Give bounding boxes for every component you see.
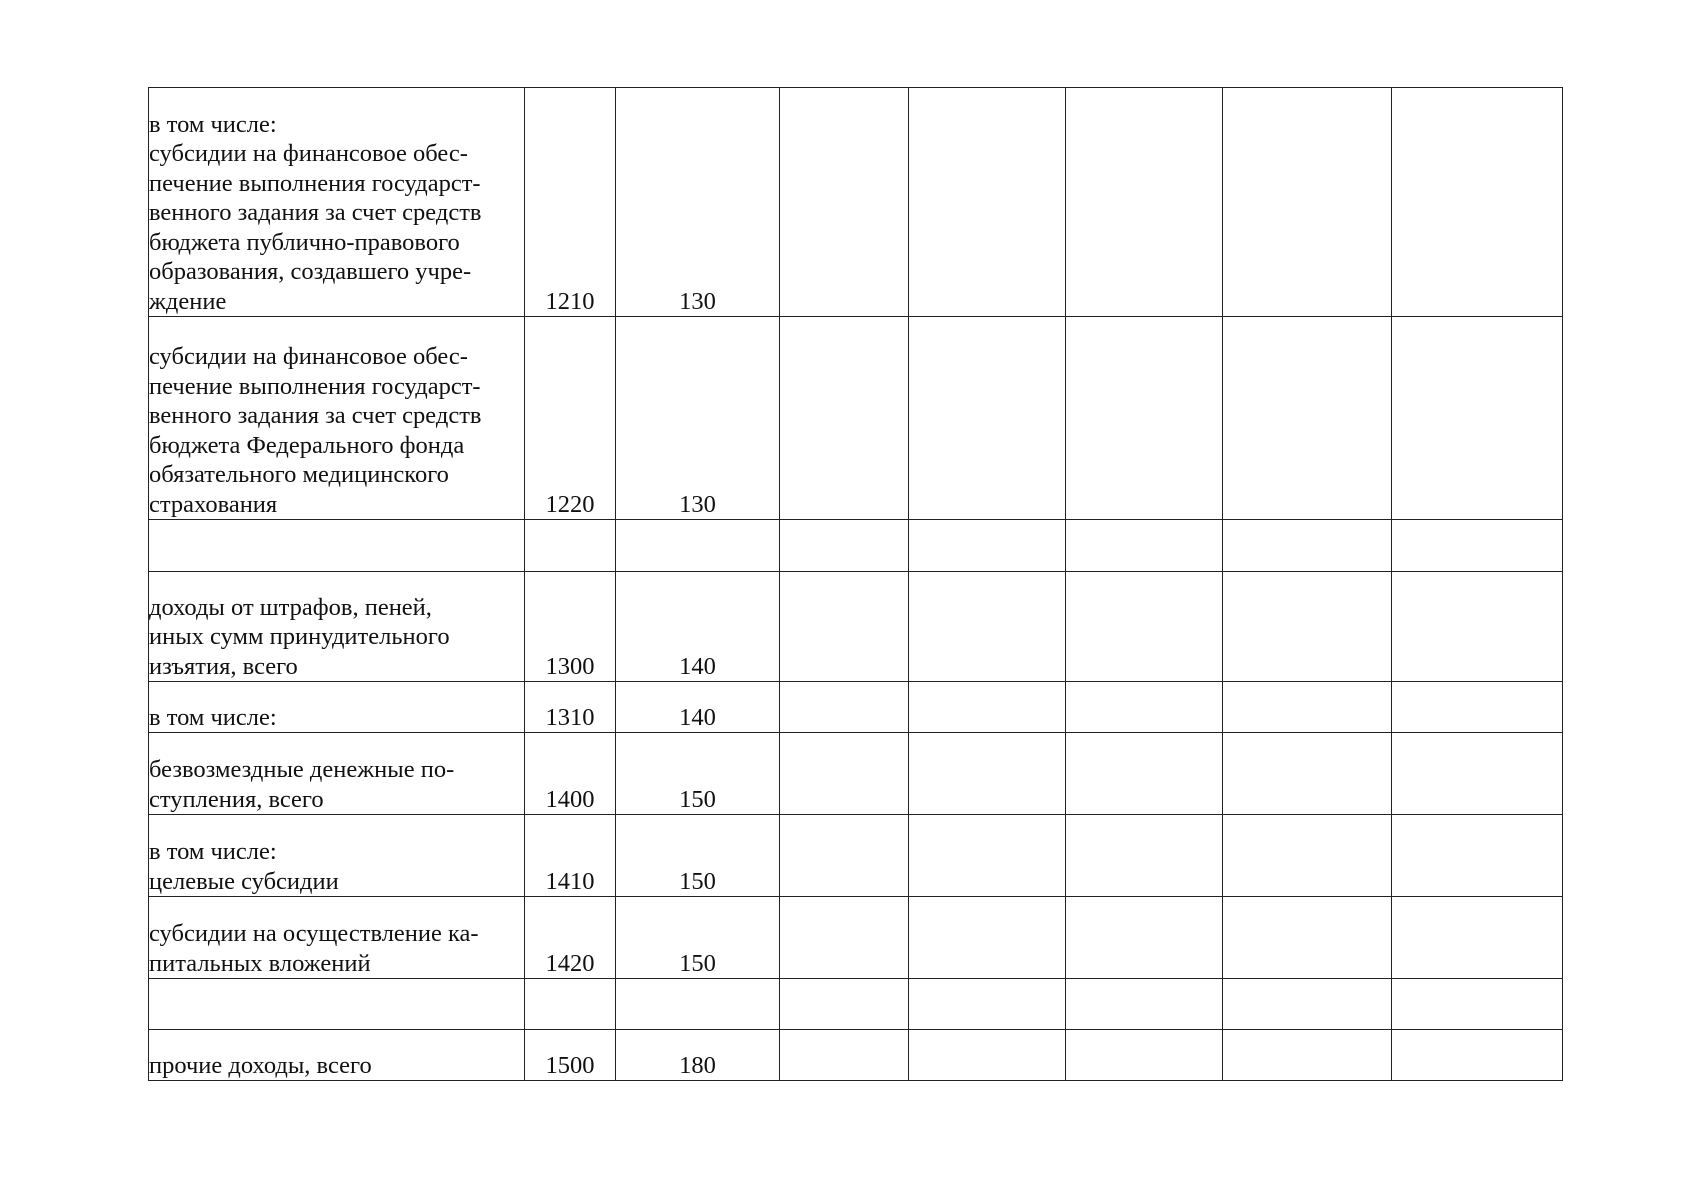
value-cell	[909, 1030, 1066, 1081]
table-row	[149, 1030, 1563, 1081]
value-cell	[780, 815, 909, 897]
row-name	[149, 520, 525, 572]
value-cell	[1223, 979, 1392, 1030]
value-cell	[1066, 979, 1223, 1030]
row-code: 1420	[525, 897, 616, 979]
table-row	[149, 979, 1563, 1030]
row-name: доходы от штрафов, пеней, иных сумм принудительного изъятия, всего	[149, 572, 525, 682]
value-cell	[780, 520, 909, 572]
value-cell	[1392, 1030, 1563, 1081]
value-cell	[1066, 88, 1223, 317]
value-cell	[909, 520, 1066, 572]
row-name: в том числе: субсидии на финансовое обес- печение выполнения государст- венного задания за счет средств бюджета публично-правового образования, создавшего учре- ждение	[149, 88, 525, 317]
value-cell	[780, 897, 909, 979]
row-name: безвозмездные денежные по- ступления, всего	[149, 733, 525, 815]
value-cell	[909, 733, 1066, 815]
value-cell	[780, 1030, 909, 1081]
value-cell	[1392, 733, 1563, 815]
row-code: 1300	[525, 572, 616, 682]
row-kosgu: 140	[616, 572, 780, 682]
value-cell	[1066, 520, 1223, 572]
table-row	[149, 733, 1563, 815]
value-cell	[1392, 317, 1563, 520]
row-code	[525, 979, 616, 1030]
row-name: прочие доходы, всего	[149, 1030, 525, 1081]
value-cell	[1223, 682, 1392, 733]
row-kosgu	[616, 979, 780, 1030]
value-cell	[1392, 815, 1563, 897]
table-row	[149, 815, 1563, 897]
value-cell	[1223, 815, 1392, 897]
table-row	[149, 88, 1563, 317]
value-cell	[1066, 733, 1223, 815]
row-code: 1220	[525, 317, 616, 520]
row-code: 1310	[525, 682, 616, 733]
value-cell	[780, 979, 909, 1030]
value-cell	[909, 979, 1066, 1030]
value-cell	[909, 815, 1066, 897]
value-cell	[780, 733, 909, 815]
value-cell	[1392, 897, 1563, 979]
table-row	[149, 682, 1563, 733]
row-kosgu: 150	[616, 733, 780, 815]
row-code: 1410	[525, 815, 616, 897]
budget-table	[148, 87, 1563, 1081]
value-cell	[1392, 572, 1563, 682]
row-kosgu: 150	[616, 815, 780, 897]
row-kosgu: 140	[616, 682, 780, 733]
row-kosgu	[616, 520, 780, 572]
value-cell	[780, 88, 909, 317]
row-name: в том числе: целевые субсидии	[149, 815, 525, 897]
value-cell	[1392, 682, 1563, 733]
value-cell	[780, 317, 909, 520]
value-cell	[1066, 682, 1223, 733]
row-name: субсидии на осуществление ка- питальных вложений	[149, 897, 525, 979]
row-name: субсидии на финансовое обес- печение выполнения государст- венного задания за счет средств бюджета Федерального фонда обязательного медицинского страхования	[149, 317, 525, 520]
row-name	[149, 979, 525, 1030]
value-cell	[780, 682, 909, 733]
row-code: 1210	[525, 88, 616, 317]
value-cell	[909, 88, 1066, 317]
table-row	[149, 897, 1563, 979]
value-cell	[909, 572, 1066, 682]
row-code	[525, 520, 616, 572]
table-row	[149, 572, 1563, 682]
value-cell	[1066, 815, 1223, 897]
value-cell	[1223, 88, 1392, 317]
value-cell	[1392, 88, 1563, 317]
value-cell	[1066, 897, 1223, 979]
row-kosgu: 180	[616, 1030, 780, 1081]
value-cell	[909, 317, 1066, 520]
row-code: 1400	[525, 733, 616, 815]
value-cell	[1066, 317, 1223, 520]
value-cell	[1223, 520, 1392, 572]
row-kosgu: 150	[616, 897, 780, 979]
row-code: 1500	[525, 1030, 616, 1081]
value-cell	[1223, 897, 1392, 979]
value-cell	[1066, 572, 1223, 682]
value-cell	[909, 682, 1066, 733]
value-cell	[1066, 1030, 1223, 1081]
value-cell	[1392, 520, 1563, 572]
value-cell	[1392, 979, 1563, 1030]
value-cell	[1223, 733, 1392, 815]
value-cell	[1223, 572, 1392, 682]
row-kosgu: 130	[616, 88, 780, 317]
value-cell	[780, 572, 909, 682]
row-name: в том числе:	[149, 682, 525, 733]
row-kosgu: 130	[616, 317, 780, 520]
table-row	[149, 520, 1563, 572]
value-cell	[909, 897, 1066, 979]
value-cell	[1223, 317, 1392, 520]
value-cell	[1223, 1030, 1392, 1081]
table-row	[149, 317, 1563, 520]
